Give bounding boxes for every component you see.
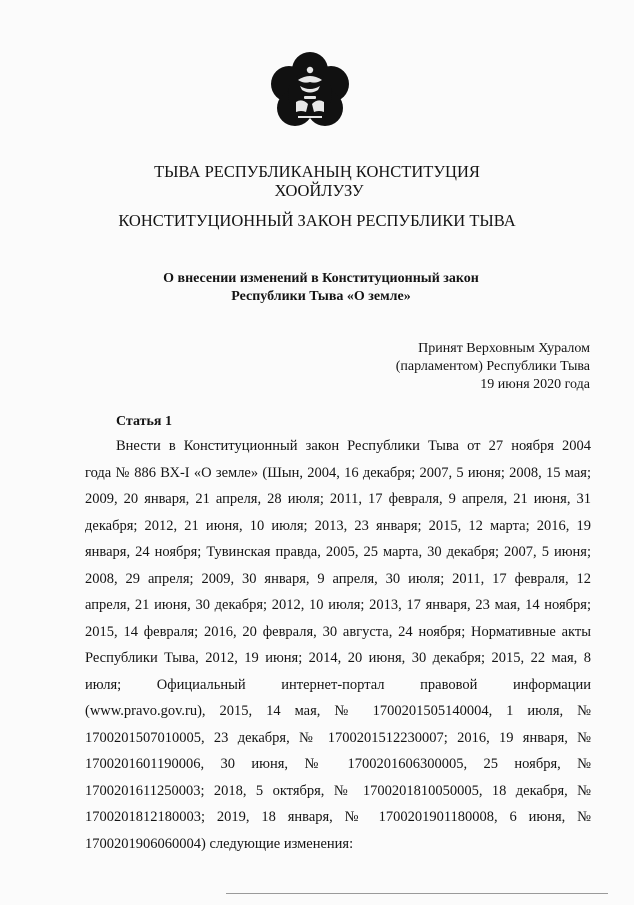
body-line: 1700201601190006, 30 июня, № 1700201606300005, 25 ноября, № bbox=[85, 756, 591, 772]
tuva-emblem-icon bbox=[268, 50, 352, 138]
body-line: 1700201906060004) следующие изменения: bbox=[85, 835, 354, 852]
adoption-line-2: (парламентом) Республики Тыва bbox=[395, 359, 590, 374]
body-line: 2015, 14 февраля; 2016, 20 февраля, 30 августа, 24 ноября; Нормативные акты bbox=[85, 623, 591, 640]
law-subtitle-line-2: Республики Тыва «О земле» bbox=[231, 289, 411, 304]
title-line-tuvan-2: ХООЙЛУЗУ bbox=[274, 181, 364, 200]
body-line: января, 24 ноября; Тувинская правда, 2005, 25 марта, 30 декабря; 2007, 5 июня; bbox=[85, 544, 591, 560]
body-line: 1700201812180003; 2019, 18 января, № 1700201901180008, 6 июня, № bbox=[85, 809, 591, 825]
footer-divider bbox=[226, 893, 608, 894]
article-heading: Статья 1 bbox=[116, 414, 172, 429]
body-line: июля; Официальный интернет-портал правовой информации bbox=[85, 676, 591, 693]
law-subtitle-line-1: О внесении изменений в Конституционный закон bbox=[163, 271, 479, 286]
adoption-line-1: Принят Верховным Хуралом bbox=[418, 341, 590, 356]
body-line: 1700201507010005, 23 декабря, № 1700201512230007; 2016, 19 января, № bbox=[85, 729, 591, 746]
body-line: (www.pravo.gov.ru), 2015, 14 мая, № 1700201505140004, 1 июля, № bbox=[85, 703, 591, 719]
adoption-note bbox=[396, 340, 590, 394]
body-line: апреля, 21 июня, 30 декабря; 2012, 10 июля; 2013, 17 января, 23 мая, 14 ноября; bbox=[85, 597, 591, 613]
body-line: 2008, 29 апреля; 2009, 30 января, 9 апреля, 30 июля; 2011, 17 февраля, 12 bbox=[85, 570, 591, 587]
body-line: Республики Тыва, 2012, 19 июня; 2014, 20 июня, 30 декабря; 2015, 22 мая, 8 bbox=[85, 650, 591, 666]
body-line: декабря; 2012, 21 июня, 10 июля; 2013, 23 января; 2015, 12 марта; 2016, 19 bbox=[85, 517, 591, 534]
article-body bbox=[85, 433, 591, 857]
title-line-tuvan-1: ТЫВА РЕСПУБЛИКАНЫҢ КОНСТИТУЦИЯ bbox=[154, 162, 480, 181]
body-line: года № 886 ВХ-I «О земле» (Шын, 2004, 16 декабря; 2007, 5 июня; 2008, 15 мая; bbox=[85, 464, 591, 481]
body-line: 2009, 20 января, 21 апреля, 28 июля; 2011, 17 февраля, 9 апреля, 21 июня, 31 bbox=[85, 491, 591, 507]
body-line: Внести в Конституционный закон Республики Тыва от 27 ноября 2004 bbox=[116, 438, 591, 454]
title-line-russian: КОНСТИТУЦИОННЫЙ ЗАКОН РЕСПУБЛИКИ ТЫВА bbox=[118, 211, 516, 230]
adoption-date: 19 июня 2020 года bbox=[480, 377, 590, 392]
body-line: 1700201611250003; 2018, 5 октября, № 1700201810050005, 18 декабря, № bbox=[85, 782, 591, 799]
